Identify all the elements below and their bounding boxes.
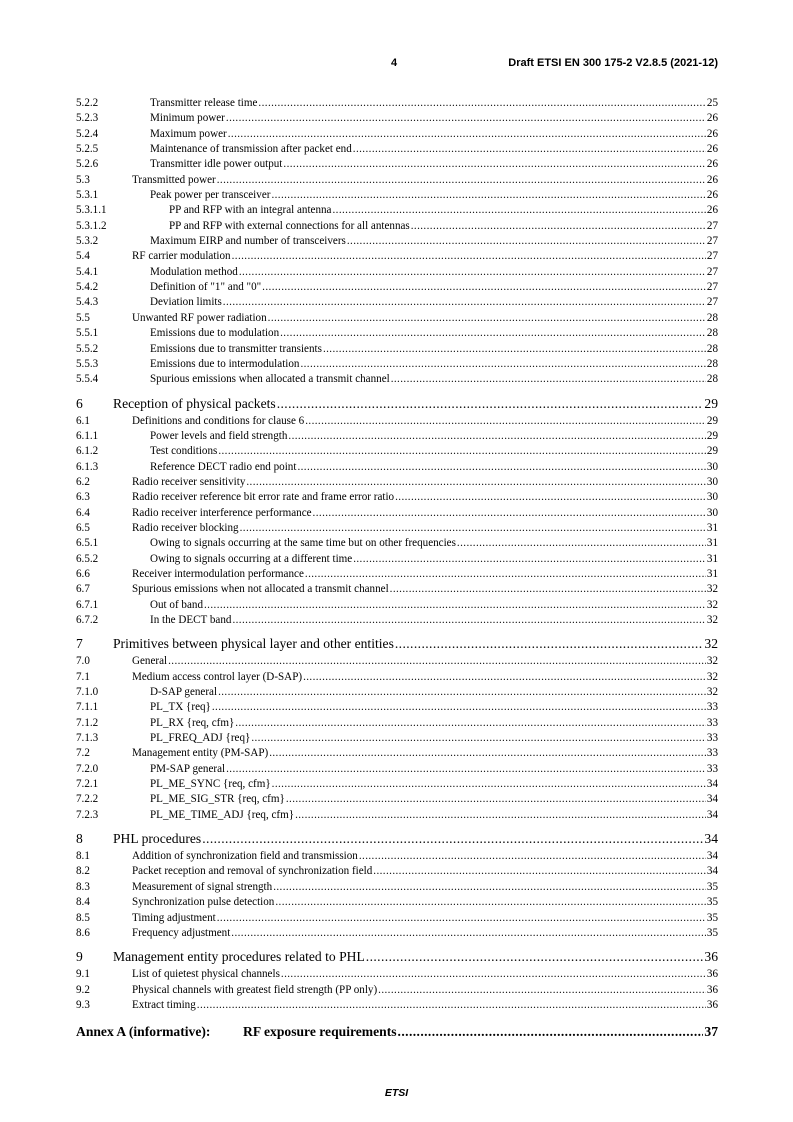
- dot-leader: [197, 998, 706, 1013]
- toc-entry-title: D-SAP general: [150, 686, 218, 699]
- dot-leader: [332, 203, 705, 218]
- toc-entry-page: 35: [706, 926, 718, 939]
- toc-entry-title: PL_ME_SIG_STR {req, cfm}: [150, 793, 285, 806]
- dot-leader: [395, 490, 706, 505]
- toc-entry[interactable]: [76, 716, 718, 731]
- toc-entry[interactable]: [76, 157, 718, 172]
- dot-leader: [347, 234, 706, 249]
- dot-leader: [232, 249, 706, 264]
- toc-entry[interactable]: [76, 598, 718, 613]
- toc-entry-page: 26: [706, 112, 718, 125]
- toc-entry[interactable]: [76, 567, 718, 582]
- toc-entry-page: 29: [706, 414, 718, 427]
- dot-leader: [239, 265, 706, 280]
- toc-entry-number: 5.4.1: [76, 265, 99, 278]
- toc-entry-title: Reception of physical packets: [113, 395, 276, 411]
- table-of-contents: [76, 96, 718, 1043]
- toc-entry-title: PP and RFP with external connections for all antennas: [169, 219, 410, 232]
- toc-entry[interactable]: [76, 895, 718, 910]
- toc-entry-number: 5.4.3: [76, 296, 99, 309]
- toc-entry[interactable]: [76, 142, 718, 157]
- toc-entry-number: 6.1.2: [76, 445, 99, 458]
- toc-entry-number: 7.1.1: [76, 701, 99, 714]
- toc-entry-number: 5.4: [76, 250, 90, 263]
- toc-entry-title: Transmitter idle power output: [150, 158, 283, 171]
- toc-entry-page: 33: [706, 701, 718, 714]
- toc-entry-page: 28: [706, 357, 718, 370]
- toc-entry-title: Packet reception and removal of synchronization field: [132, 865, 373, 878]
- toc-entry-page: 36: [704, 949, 718, 965]
- toc-entry-title: RF carrier modulation: [132, 250, 231, 263]
- toc-entry[interactable]: [76, 414, 718, 429]
- toc-entry-number: 7.0: [76, 655, 90, 668]
- toc-entry-page: 35: [706, 880, 718, 893]
- toc-entry[interactable]: [76, 998, 718, 1013]
- toc-entry[interactable]: [76, 762, 718, 777]
- dot-leader: [281, 967, 706, 982]
- toc-entry-number: 6.1.1: [76, 429, 99, 442]
- toc-entry-page: 29: [706, 429, 718, 442]
- dot-leader: [226, 762, 706, 777]
- dot-leader: [258, 96, 705, 111]
- toc-entry[interactable]: [76, 429, 718, 444]
- toc-entry-page: 32: [706, 583, 718, 596]
- dot-leader: [262, 280, 706, 295]
- toc-entry[interactable]: [76, 654, 718, 669]
- dot-leader: [359, 849, 706, 864]
- toc-entry-number: 5.3.1.1: [76, 204, 107, 217]
- toc-entry-number: 5.4.2: [76, 281, 99, 294]
- toc-entry-title: Modulation method: [150, 265, 238, 278]
- toc-entry-number: 9.1: [76, 968, 90, 981]
- dot-leader: [295, 808, 706, 823]
- toc-entry-number: 8.4: [76, 896, 90, 909]
- toc-entry[interactable]: [76, 506, 718, 521]
- toc-entry-number: 7.2.3: [76, 808, 99, 821]
- toc-entry[interactable]: [76, 394, 718, 414]
- toc-entry-page: 26: [706, 173, 718, 186]
- toc-entry-title: Maximum EIRP and number of transceivers: [150, 235, 346, 248]
- dot-leader: [288, 429, 706, 444]
- toc-entry-title: Radio receiver blocking: [132, 521, 239, 534]
- toc-entry-page: 30: [706, 475, 718, 488]
- toc-entry-title: Emissions due to intermodulation: [150, 357, 300, 370]
- toc-entry-title: Maximum power: [150, 127, 227, 140]
- toc-entry-page: 31: [706, 537, 718, 550]
- dot-leader: [366, 947, 704, 967]
- dot-leader: [217, 911, 706, 926]
- toc-entry-title: Owing to signals occurring at a different time: [150, 552, 353, 565]
- footer-etsi: ETSI: [384, 1087, 409, 1099]
- dot-leader: [373, 864, 706, 879]
- dot-leader: [275, 895, 706, 910]
- toc-entry[interactable]: [76, 536, 718, 551]
- dot-leader: [269, 746, 706, 761]
- toc-entry[interactable]: [76, 188, 718, 203]
- dot-leader: [235, 716, 706, 731]
- toc-entry[interactable]: [76, 634, 718, 654]
- toc-entry-number: 5.5.4: [76, 373, 99, 386]
- toc-entry-page: 30: [706, 460, 718, 473]
- toc-entry[interactable]: [76, 926, 718, 941]
- toc-entry-title: In the DECT band: [150, 614, 232, 626]
- toc-entry-number: 8.6: [76, 926, 90, 939]
- toc-entry-page: 25: [706, 97, 718, 109]
- toc-entry-title: Test conditions: [150, 445, 218, 458]
- toc-entry-page: 28: [706, 342, 718, 355]
- toc-entry-number: 7.2.2: [76, 793, 99, 806]
- toc-entry-title: PL_TX {req}: [150, 701, 211, 714]
- toc-entry-number: 9: [76, 949, 83, 965]
- dot-leader: [391, 372, 706, 387]
- toc-entry-title: PL_FREQ_ADJ {req}: [150, 732, 251, 745]
- toc-entry-title: Out of band: [150, 598, 203, 611]
- toc-entry-number: 5.5: [76, 311, 90, 324]
- toc-entry-title: General: [132, 655, 168, 668]
- toc-entry[interactable]: [76, 234, 718, 249]
- toc-entry[interactable]: [76, 173, 718, 188]
- toc-entry-title: Radio receiver reference bit error rate and frame error ratio: [132, 491, 395, 504]
- toc-entry[interactable]: [76, 280, 718, 295]
- toc-entry-title: Management entity procedures related to PHL: [113, 949, 365, 965]
- toc-entry-page: 30: [706, 506, 718, 519]
- toc-entry-number: 5.2.6: [76, 158, 99, 171]
- toc-entry-title: Primitives between physical layer and other entities: [113, 636, 394, 652]
- toc-entry-title: Synchronization pulse detection: [132, 896, 275, 909]
- document-id: Draft ETSI EN 300 175-2 V2.8.5 (2021-12): [508, 57, 718, 69]
- page-number: 4: [391, 57, 398, 69]
- toc-entry[interactable]: [76, 311, 718, 326]
- toc-entry-page: 28: [706, 373, 718, 386]
- toc-entry-number: 5.2.2: [76, 97, 99, 109]
- dot-leader: [313, 506, 706, 521]
- toc-entry[interactable]: [76, 746, 718, 761]
- toc-entry-page: 32: [706, 670, 718, 683]
- toc-entry-page: 34: [706, 778, 718, 791]
- toc-entry-title: Emissions due to modulation: [150, 327, 280, 340]
- toc-entry-number: 8.1: [76, 850, 90, 863]
- dot-leader: [231, 926, 706, 941]
- toc-entry[interactable]: [76, 613, 718, 628]
- toc-entry[interactable]: [76, 670, 718, 685]
- toc-entry-title: Transmitter release time: [150, 97, 258, 109]
- toc-entry[interactable]: [76, 96, 718, 111]
- toc-entry-number: 6.1: [76, 414, 90, 427]
- toc-entry-title: Management entity (PM-SAP): [132, 747, 269, 760]
- toc-entry-title: Physical channels with greatest field strength (PP only): [132, 983, 378, 996]
- toc-entry-number: 7.2.0: [76, 762, 99, 775]
- toc-entry-page: 29: [706, 445, 718, 458]
- toc-entry-title: PM-SAP general: [150, 762, 226, 775]
- dot-leader: [218, 444, 706, 459]
- annex-page: 37: [704, 1024, 718, 1040]
- toc-entry-number: 5.5.3: [76, 357, 99, 370]
- toc-entry-page: 34: [704, 831, 718, 847]
- annex-label: Annex A (informative):: [76, 1024, 211, 1040]
- toc-entry-page: 32: [704, 636, 718, 652]
- toc-entry-page: 30: [706, 491, 718, 504]
- dot-leader: [202, 829, 703, 849]
- toc-entry[interactable]: [76, 490, 718, 505]
- toc-entry[interactable]: [76, 265, 718, 280]
- dot-leader: [232, 613, 705, 628]
- toc-entry[interactable]: [76, 700, 718, 715]
- toc-entry-number: 7.1.3: [76, 732, 99, 745]
- toc-entry[interactable]: [76, 864, 718, 879]
- toc-entry[interactable]: [76, 552, 718, 567]
- dot-leader: [268, 311, 706, 326]
- toc-entry[interactable]: [76, 111, 718, 126]
- dot-leader: [353, 552, 706, 567]
- toc-entry-page: 31: [706, 567, 718, 580]
- toc-entry-page: 32: [706, 598, 718, 611]
- toc-entry-title: Definitions and conditions for clause 6: [132, 414, 305, 427]
- toc-entry[interactable]: [76, 475, 718, 490]
- toc-entry-title: Unwanted RF power radiation: [132, 311, 267, 324]
- toc-entry-page: 34: [706, 793, 718, 806]
- toc-entry-page: 27: [706, 265, 718, 278]
- toc-entry-page: 33: [706, 747, 718, 760]
- toc-entry[interactable]: [76, 127, 718, 142]
- toc-entry-number: 6.5: [76, 521, 90, 534]
- toc-entry-page: 26: [706, 189, 718, 202]
- toc-entry-number: 6.5.2: [76, 552, 99, 565]
- toc-entry-page: 32: [706, 686, 718, 699]
- toc-entry-page: 35: [706, 896, 718, 909]
- toc-entry-number: 5.2.4: [76, 127, 99, 140]
- toc-entry-number: 5.3.1: [76, 189, 99, 202]
- toc-entry[interactable]: [76, 792, 718, 807]
- dot-leader: [273, 880, 706, 895]
- toc-entry[interactable]: [76, 372, 718, 387]
- dot-leader: [353, 142, 706, 157]
- toc-entry-title: Radio receiver sensitivity: [132, 475, 246, 488]
- dot-leader: [305, 567, 706, 582]
- dot-leader: [277, 394, 704, 414]
- toc-entry-number: 7.1: [76, 670, 90, 683]
- toc-entry-page: 26: [706, 127, 718, 140]
- toc-entry-page: 36: [706, 998, 718, 1011]
- dot-leader: [457, 536, 706, 551]
- toc-entry-title: Receiver intermodulation performance: [132, 567, 304, 580]
- toc-entry-title: Peak power per transceiver: [150, 189, 271, 202]
- toc-entry-title: PP and RFP with an integral antenna: [169, 204, 332, 217]
- dot-leader: [395, 634, 704, 654]
- toc-entry-title: Addition of synchronization field and transmission: [132, 850, 358, 863]
- toc-entry[interactable]: [76, 880, 718, 895]
- toc-entry[interactable]: [76, 460, 718, 475]
- toc-entry-page: 29: [704, 395, 718, 411]
- toc-entry[interactable]: [76, 731, 718, 746]
- dot-leader: [251, 731, 706, 746]
- toc-entry-page: 34: [706, 808, 718, 821]
- toc-entry-number: 5.5.2: [76, 342, 99, 355]
- toc-entry-number: 7.2: [76, 747, 90, 760]
- dot-leader: [272, 777, 706, 792]
- dot-leader: [212, 700, 706, 715]
- toc-entry-title: Maintenance of transmission after packet end: [150, 143, 352, 156]
- dot-leader: [390, 582, 706, 597]
- toc-entry-number: 6.2: [76, 475, 90, 488]
- toc-entry-number: 8.5: [76, 911, 90, 924]
- toc-entry-page: 28: [706, 311, 718, 324]
- dot-leader: [411, 219, 706, 234]
- dot-leader: [297, 460, 705, 475]
- toc-entry-page: 27: [706, 281, 718, 294]
- toc-entry-title: Radio receiver interference performance: [132, 506, 312, 519]
- dot-leader: [305, 414, 706, 429]
- toc-entry[interactable]: [76, 849, 718, 864]
- toc-entry-number: 7.1.0: [76, 686, 99, 699]
- dot-leader: [398, 1021, 704, 1043]
- toc-entry[interactable]: [76, 829, 718, 849]
- toc-entry-title: List of quietest physical channels: [132, 968, 280, 981]
- dot-leader: [378, 983, 706, 998]
- dot-leader: [218, 685, 706, 700]
- toc-entry-page: 26: [706, 143, 718, 156]
- toc-entry-title: Owing to signals occurring at the same time but on other frequencies: [150, 537, 456, 550]
- dot-leader: [271, 188, 705, 203]
- toc-entry-number: 9.2: [76, 983, 90, 996]
- toc-entry[interactable]: [76, 357, 718, 372]
- toc-entry-page: 35: [706, 911, 718, 924]
- toc-entry-title: Reference DECT radio end point: [150, 460, 297, 473]
- toc-entry-title: Frequency adjustment: [132, 926, 231, 939]
- toc-entry[interactable]: [76, 967, 718, 982]
- toc-entry[interactable]: [76, 582, 718, 597]
- dot-leader: [204, 598, 706, 613]
- toc-entry-title: Transmitted power: [132, 173, 216, 186]
- toc-entry-number: 9.3: [76, 998, 90, 1011]
- toc-entry[interactable]: [76, 983, 718, 998]
- toc-entry[interactable]: [76, 342, 718, 357]
- dot-leader: [303, 670, 706, 685]
- toc-entry[interactable]: [76, 326, 718, 341]
- toc-entry-page: 33: [706, 732, 718, 745]
- toc-entry[interactable]: [76, 444, 718, 459]
- toc-entry-page: 34: [706, 850, 718, 863]
- dot-leader: [286, 792, 706, 807]
- toc-entry[interactable]: [76, 521, 718, 536]
- toc-entry-number: 7.1.2: [76, 716, 99, 729]
- toc-entry-page: 31: [706, 552, 718, 565]
- toc-entry-number: 5.3: [76, 173, 90, 186]
- toc-entry-number: 6.7.1: [76, 598, 99, 611]
- toc-entry[interactable]: [76, 295, 718, 310]
- toc-entry-title: Measurement of signal strength: [132, 880, 273, 893]
- toc-entry-page: 36: [706, 968, 718, 981]
- toc-entry-title: Definition of "1" and "0": [150, 281, 262, 294]
- toc-entry-number: 6.5.1: [76, 537, 99, 550]
- toc-entry-number: 6.1.3: [76, 460, 99, 473]
- toc-entry-page: 28: [706, 327, 718, 340]
- toc-entry-title: PL_RX {req, cfm}: [150, 716, 235, 729]
- toc-entry-title: PL_ME_SYNC {req, cfm}: [150, 778, 271, 791]
- toc-entry-page: 27: [706, 235, 718, 248]
- toc-entry-number: 6.4: [76, 506, 90, 519]
- toc-entry-page: 26: [706, 158, 718, 171]
- toc-entry-title: PL_ME_TIME_ADJ {req, cfm}: [150, 808, 295, 821]
- annex-title: RF exposure requirements: [243, 1024, 397, 1040]
- toc-entry-page: 32: [706, 655, 718, 668]
- toc-entry-number: 6.3: [76, 491, 90, 504]
- toc-entry[interactable]: [76, 219, 718, 234]
- dot-leader: [240, 521, 706, 536]
- toc-entry-page: 26: [706, 204, 718, 217]
- toc-entry[interactable]: [76, 777, 718, 792]
- toc-entry-number: 8.2: [76, 865, 90, 878]
- dot-leader: [226, 111, 706, 126]
- dot-leader: [323, 342, 706, 357]
- toc-entry-number: 6.7: [76, 583, 90, 596]
- toc-entry-page: 33: [706, 762, 718, 775]
- toc-entry-title: Minimum power: [150, 112, 225, 125]
- toc-entry-title: Timing adjustment: [132, 911, 216, 924]
- toc-entry-number: 6.7.2: [76, 614, 99, 626]
- dot-leader: [217, 173, 706, 188]
- toc-entry-page: 33: [706, 716, 718, 729]
- toc-entry-title: Emissions due to transmitter transients: [150, 342, 322, 355]
- toc-entry-page: 27: [706, 250, 718, 263]
- toc-entry-number: 5.3.2: [76, 235, 99, 248]
- dot-leader: [280, 326, 706, 341]
- toc-entry-page: 34: [706, 865, 718, 878]
- toc-entry-title: Deviation limits: [150, 296, 222, 309]
- toc-annex-entry[interactable]: [76, 1021, 718, 1043]
- toc-entry-page: 32: [706, 614, 718, 626]
- toc-entry[interactable]: [76, 249, 718, 264]
- toc-entry-number: 5.3.1.2: [76, 219, 107, 232]
- dot-leader: [223, 295, 706, 310]
- toc-entry-number: 5.5.1: [76, 327, 99, 340]
- toc-entry-number: 8: [76, 831, 83, 847]
- toc-entry-page: 36: [706, 983, 718, 996]
- dot-leader: [246, 475, 706, 490]
- toc-entry-title: Spurious emissions when allocated a transmit channel: [150, 373, 390, 386]
- toc-entry-number: 5.2.5: [76, 143, 99, 156]
- dot-leader: [228, 127, 706, 142]
- toc-entry[interactable]: [76, 911, 718, 926]
- toc-entry-title: Spurious emissions when not allocated a transmit channel: [132, 583, 389, 596]
- toc-entry-page: 31: [706, 521, 718, 534]
- toc-entry[interactable]: [76, 808, 718, 823]
- toc-entry-number: 6.6: [76, 567, 90, 580]
- dot-leader: [300, 357, 705, 372]
- dot-leader: [168, 654, 706, 669]
- toc-entry[interactable]: [76, 947, 718, 967]
- toc-entry-title: Extract timing: [132, 998, 196, 1011]
- toc-entry[interactable]: [76, 203, 718, 218]
- toc-entry-number: 7.2.1: [76, 778, 99, 791]
- toc-entry[interactable]: [76, 685, 718, 700]
- dot-leader: [283, 157, 706, 172]
- toc-entry-title: PHL procedures: [113, 831, 202, 847]
- toc-entry-number: 7: [76, 636, 83, 652]
- toc-entry-page: 27: [706, 296, 718, 309]
- toc-entry-number: 8.3: [76, 880, 90, 893]
- toc-entry-title: Medium access control layer (D-SAP): [132, 670, 303, 683]
- toc-entry-title: Power levels and field strength: [150, 429, 288, 442]
- toc-entry-number: 6: [76, 395, 83, 411]
- toc-entry-page: 27: [706, 219, 718, 232]
- toc-entry-number: 5.2.3: [76, 112, 99, 125]
